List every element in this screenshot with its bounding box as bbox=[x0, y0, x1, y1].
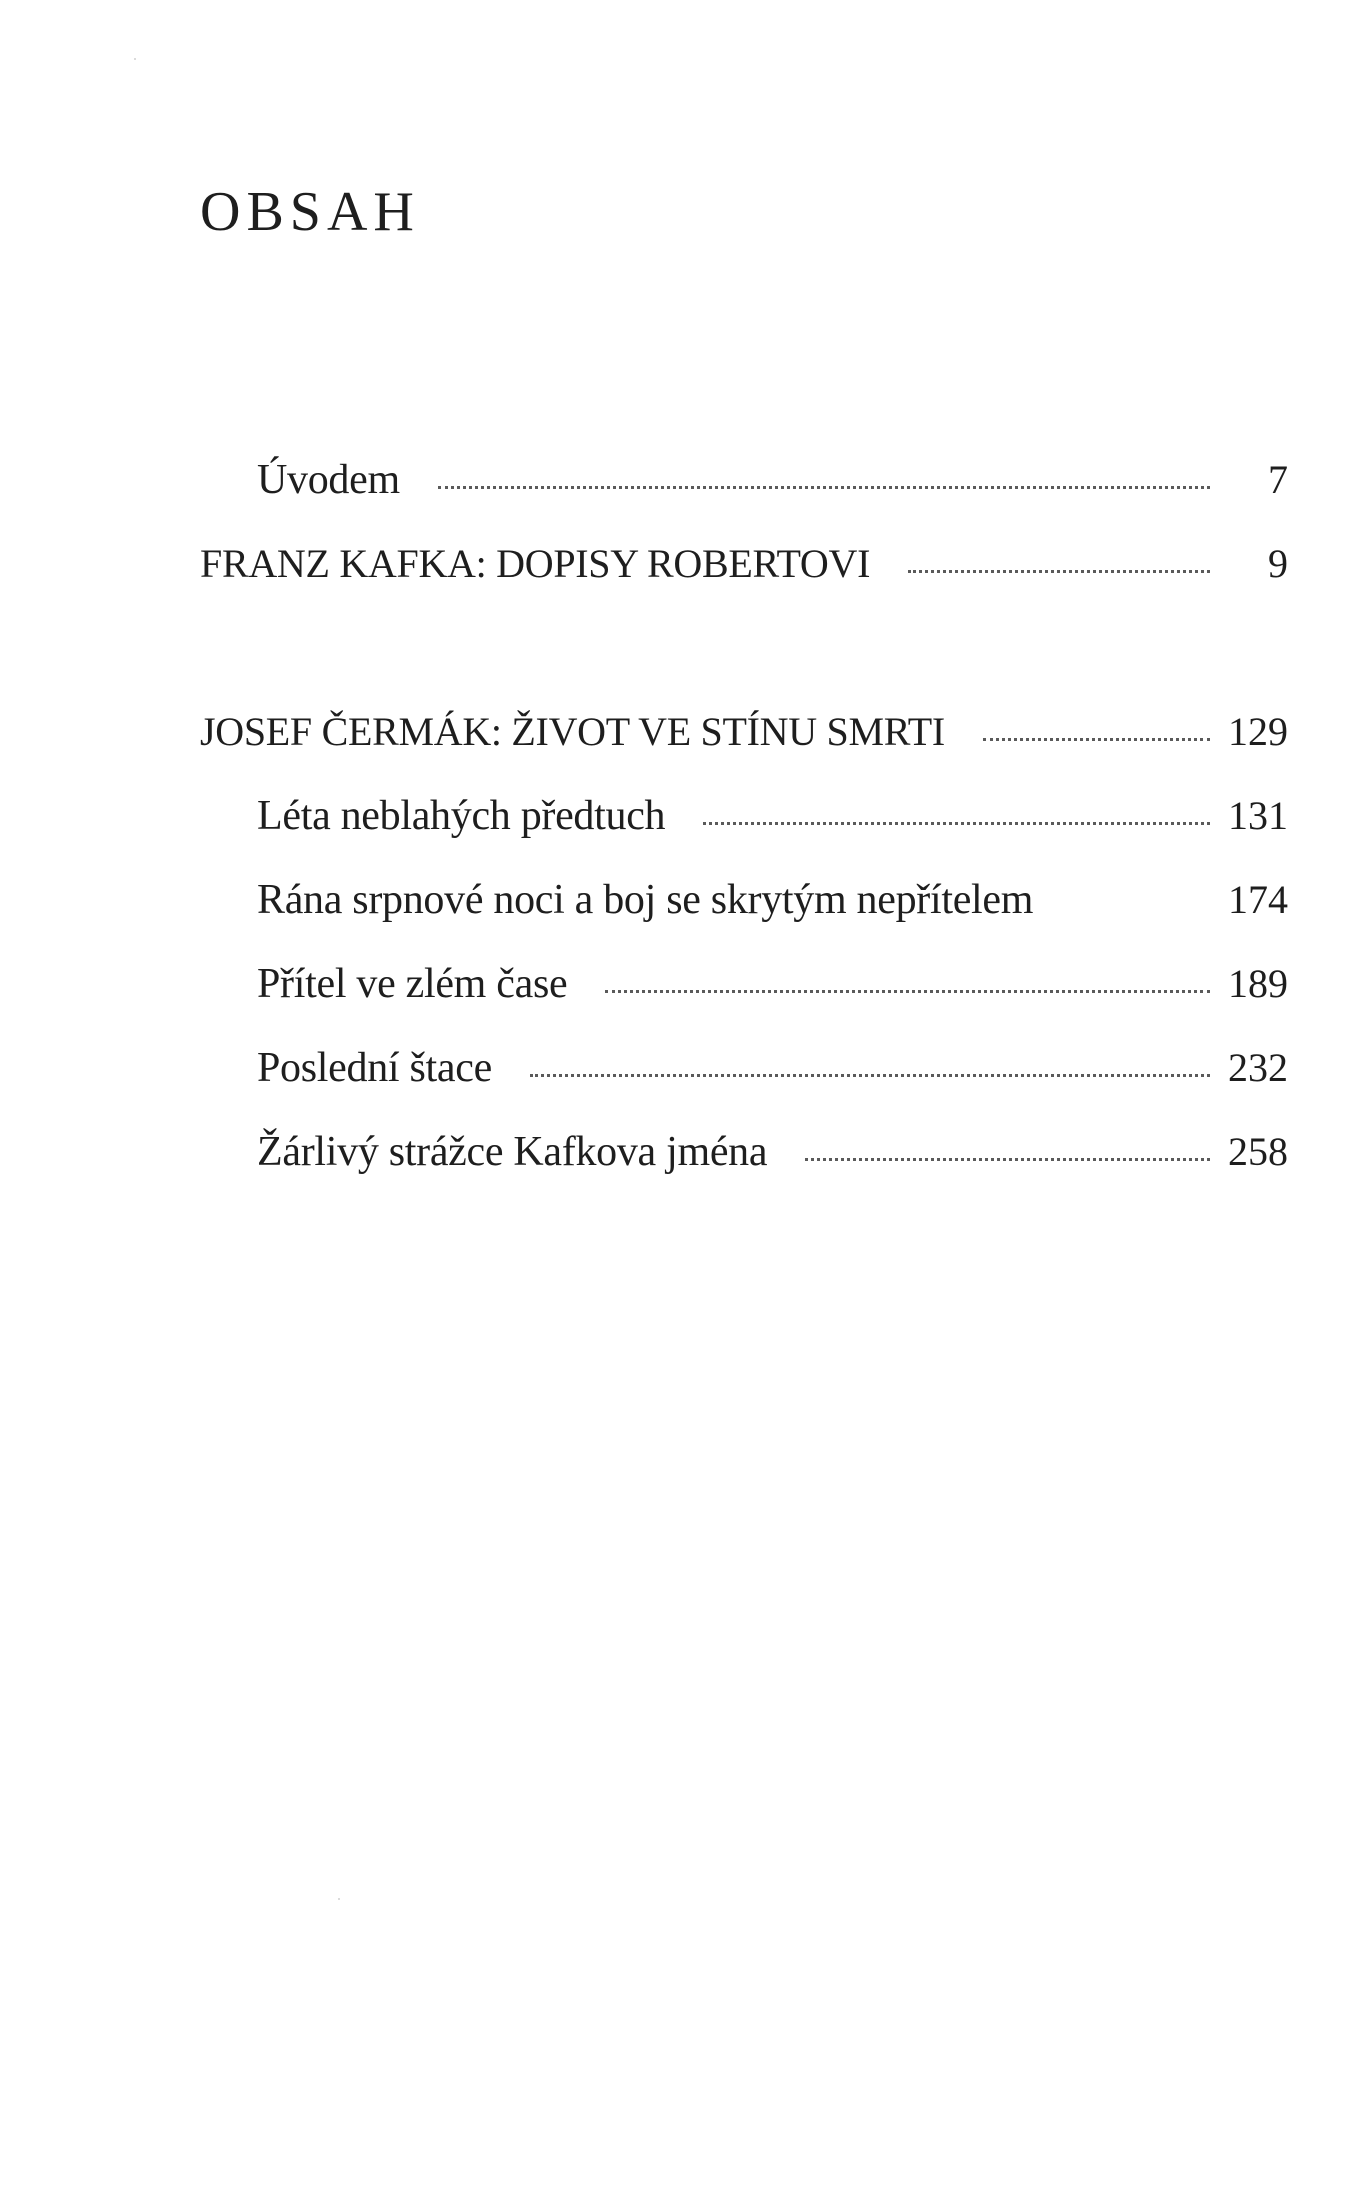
toc-entry-page-number: 174 bbox=[1228, 877, 1288, 922]
toc-entry-label: JOSEF ČERMÁK: ŽIVOT VE STÍNU SMRTI bbox=[200, 709, 945, 754]
toc-entry-label: FRANZ KAFKA: DOPISY ROBERTOVI bbox=[200, 541, 871, 586]
toc-entry-page-number: 232 bbox=[1228, 1045, 1288, 1090]
paper-speck bbox=[134, 58, 136, 60]
toc-entry-pritel-ve-zlem-case[interactable] bbox=[257, 956, 1288, 1012]
toc-entry-zarlivy-strazce[interactable] bbox=[257, 1124, 1288, 1180]
toc-entry-leta-neblahych[interactable] bbox=[257, 788, 1288, 844]
dot-leader bbox=[438, 486, 1210, 489]
toc-entry-posledni-stace[interactable] bbox=[257, 1040, 1288, 1096]
toc-entry-page-number: 129 bbox=[1228, 709, 1288, 754]
toc-entry-label: Přítel ve zlém čase bbox=[257, 961, 568, 1007]
toc-entry-page-number: 131 bbox=[1228, 793, 1288, 838]
dot-leader bbox=[908, 570, 1210, 573]
dot-leader bbox=[605, 990, 1210, 993]
toc-entry-label: Žárlivý strážce Kafkova jména bbox=[257, 1129, 768, 1175]
dot-leader bbox=[805, 1158, 1210, 1161]
dot-leader bbox=[703, 822, 1210, 825]
toc-entry-label: Poslední štace bbox=[257, 1045, 492, 1091]
page-title: OBSAH bbox=[200, 181, 420, 243]
toc-entry-label: Rána srpnové noci a boj se skrytým nepřítelem bbox=[257, 877, 1034, 923]
dot-leader bbox=[530, 1074, 1210, 1077]
toc-entry-page-number: 9 bbox=[1268, 541, 1288, 586]
toc-entry-rana-srpnove-noci[interactable] bbox=[257, 872, 1288, 928]
toc-entry-page-number: 258 bbox=[1228, 1129, 1288, 1174]
toc-entry-uvodem[interactable] bbox=[257, 452, 1288, 508]
paper-speck bbox=[338, 1898, 340, 1900]
toc-entry-josef-cermak[interactable] bbox=[200, 704, 1288, 760]
dot-leader bbox=[983, 738, 1210, 741]
toc-entry-label: Úvodem bbox=[257, 457, 400, 503]
toc-entry-label: Léta neblahých předtuch bbox=[257, 793, 666, 839]
toc-entry-page-number: 189 bbox=[1228, 961, 1288, 1006]
toc-entry-page-number: 7 bbox=[1268, 457, 1288, 502]
toc-entry-franz-kafka[interactable] bbox=[200, 536, 1288, 592]
